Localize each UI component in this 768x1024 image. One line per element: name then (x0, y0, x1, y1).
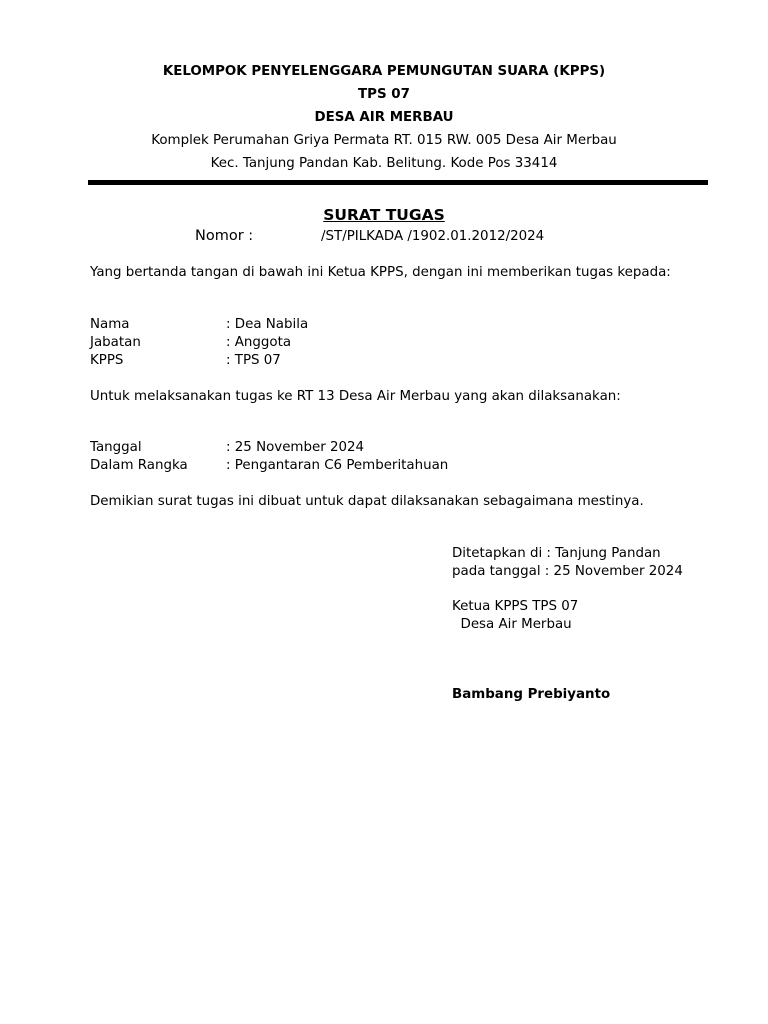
closing-paragraph: Demikian surat tugas ini dibuat untuk dapat dilaksanakan sebagaimana mestinya. (90, 494, 644, 509)
address-line-1: Komplek Perumahan Griya Permata RT. 015 RW. 005 Desa Air Merbau (151, 133, 617, 148)
field-value-kpps: : TPS 07 (226, 353, 281, 368)
nomor-label: Nomor : (195, 228, 254, 244)
signature-date: pada tanggal : 25 November 2024 (452, 564, 683, 579)
detail-label-rangka: Dalam Rangka (90, 458, 188, 473)
signatory-name: Bambang Prebiyanto (452, 687, 611, 702)
detail-value-tanggal: : 25 November 2024 (226, 440, 365, 455)
field-label-nama: Nama (90, 317, 130, 332)
address-line-2: Kec. Tanjung Pandan Kab. Belitung. Kode Pos 33414 (210, 156, 558, 171)
detail-value-rangka: : Pengantaran C6 Pemberitahuan (226, 458, 449, 473)
field-value-jabatan: : Anggota (226, 335, 292, 350)
field-value-nama: : Dea Nabila (226, 317, 309, 332)
field-label-jabatan: Jabatan (90, 335, 141, 350)
village-name: DESA AIR MERBAU (314, 110, 454, 125)
header-divider (88, 180, 708, 185)
field-label-kpps: KPPS (90, 353, 124, 368)
letter-title: SURAT TUGAS (323, 206, 445, 224)
nomor-value: /ST/PILKADA /1902.01.2012/2024 (321, 229, 545, 244)
signature-village: Desa Air Merbau (452, 617, 572, 632)
org-name: KELOMPOK PENYELENGGARA PEMUNGUTAN SUARA (KPPS) (162, 64, 606, 79)
signature-position: Ketua KPPS TPS 07 (452, 599, 579, 614)
task-paragraph: Untuk melaksanakan tugas ke RT 13 Desa Air Merbau yang akan dilaksanakan: (90, 389, 621, 404)
signature-place: Ditetapkan di : Tanjung Pandan (452, 546, 661, 561)
detail-label-tanggal: Tanggal (90, 440, 142, 455)
intro-paragraph: Yang bertanda tangan di bawah ini Ketua KPPS, dengan ini memberikan tugas kepada: (90, 265, 671, 280)
tps-number: TPS 07 (358, 87, 410, 102)
